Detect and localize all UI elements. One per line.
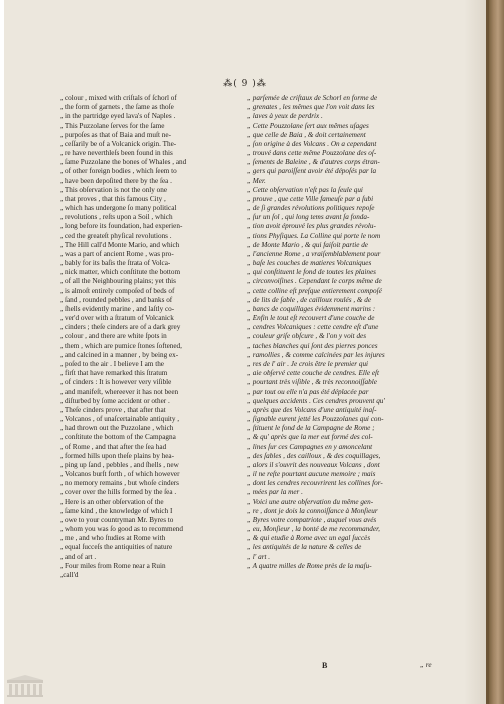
text-line: „ conſtitute the bottom of the Campagna	[60, 433, 176, 442]
text-line: „ colour , and there are white ſpots in	[60, 332, 167, 341]
text-line: „ of Rome , and that after the ſea had	[60, 442, 167, 451]
text-line: „ colour , mixed with criſtals of ſchorl of	[60, 94, 177, 102]
text-line: „ bably for its baſis the ſtrata of Volca-	[60, 259, 171, 268]
text-line: „ diſturbed by ſome accident or other .	[60, 396, 170, 405]
text-line: „ Here is an other obſervation of the	[60, 497, 164, 506]
text-line: „ trouvé dans cette même Pouzzolane des oſ-	[247, 149, 377, 158]
text-line: „ This Puzzolane ſerves for the ſame	[60, 121, 165, 130]
text-line: „ purpoſes as that of Baia and muſt ne-	[60, 130, 171, 139]
text-line: „ nick matter, which conſtitute the bottom	[60, 268, 181, 277]
text-line: „ them , which are pumice ſtones ſoftened,	[60, 341, 182, 350]
text-line: „ parſemée de criſtaux de Schorl en forme de	[247, 94, 378, 102]
text-line: „ A quatre milles de Rome près de la maſu-	[247, 561, 372, 570]
text-line: „ ſame kind , the knowledge of which I	[60, 506, 173, 515]
text-line: „ of other foreign bodies , which ſeem to	[60, 167, 177, 176]
text-line: „call'd	[60, 570, 79, 579]
text-line: „ cendres Volcaniques : cette cendre eſt d'une	[247, 323, 379, 332]
text-line: „ Mer.	[247, 176, 266, 185]
text-line: „ & qu' après que la mer eut formé des col-	[247, 433, 373, 442]
text-line: „ formed hills upon theſe plains by hea-	[60, 451, 174, 460]
text-line: „ that proves , that this famous City ,	[60, 194, 166, 203]
text-line: „ lines ſur ces Campagnes en y amoncelant	[247, 442, 373, 451]
text-line: „ aie obſervé cette couche de cendres. Elle eſt	[247, 369, 380, 378]
text-line: „ qui conſtituent le fond de toutes les plaines	[247, 268, 376, 277]
text-line: „ re , dont je dois la connoiſſance à Monſieur	[247, 506, 378, 515]
page-header: ⁂( 9 )⁂	[223, 79, 267, 89]
text-line: „ cover over the hills formed by the ſea .	[60, 488, 177, 497]
text-line: „ par tout ou elle n'a pas été déplacée par	[247, 387, 369, 396]
text-line: „ & qui etudie à Rome avec un egal ſuccès	[247, 534, 371, 543]
text-line: „ ramollies , & comme calcinées par les injures	[247, 350, 385, 359]
text-line: „ cinders ; theſe cinders are of a dark grey	[60, 323, 181, 332]
text-line: „ Theſe cinders prove , that after that	[60, 405, 166, 414]
text-line: „ ced the greateſt phyſical revolutions .	[60, 231, 172, 240]
text-line: „ in the partridge eyed lava's of Naples .	[60, 112, 176, 121]
text-line: „ ſon origine à des Volcans . On a cependant	[247, 139, 377, 148]
book-spine	[489, 0, 504, 704]
text-line: „ of cinders : It is however very viſible	[60, 378, 172, 387]
text-line: „ les antiquités de la nature & celles de	[247, 543, 362, 552]
english-column	[60, 94, 260, 580]
text-line: „ ceſſarily be of a Volcanick origin. The-	[60, 139, 177, 148]
signature-mark: B	[322, 661, 328, 670]
french-column	[247, 94, 457, 571]
text-line: „ tions Phyſiques. La Colline qui porte le nom	[247, 231, 381, 240]
text-line: „ had thrown out the Puzzolane , which	[60, 424, 174, 433]
text-line: „ and of art .	[60, 552, 97, 561]
text-line: „ owe to your countryman Mr. Byres to	[60, 515, 174, 524]
text-line: „ Volcanos burſt forth , of which however	[60, 470, 180, 479]
text-line: „ quelques accidents . Ces cendres prouvent qu'	[247, 396, 385, 405]
text-line: „ des ſables , des cailloux , & des coquillages,	[247, 451, 381, 460]
text-line: „ cette colline eſt preſque entierement compoſé	[247, 286, 382, 295]
text-line: „ laves à yeux de perdrix .	[247, 112, 323, 121]
book-page	[4, 0, 487, 704]
text-line: „ Voici une autre obſervation du même gen-	[247, 497, 374, 506]
text-line: „ que celle de Baia , & doit certainement	[247, 130, 366, 139]
text-line: „ and manifeſt, whereever it has not been	[60, 387, 179, 396]
text-line: „ gers qui paroiſſent avoir été dépoſés par la	[247, 167, 377, 176]
text-line: „ firſt that have remarked this ſtratum	[60, 369, 168, 378]
text-line: „ long before its foundation, had experien-	[60, 222, 183, 231]
text-line: „ de ſi grandes révolutions politiques repoſe	[247, 204, 375, 213]
text-line: „ Four miles from Rome near a Ruin	[60, 561, 166, 570]
text-line: „ Volcanos , of unaſcertainable antiquity ,	[60, 415, 180, 424]
text-line: „ Enfin le tout eſt recouvert d'une couche de	[247, 314, 375, 323]
text-line: „ de Monte Mario , & qui faiſoit partie de	[247, 240, 368, 249]
text-line: „ ſtituent le fond de la Campagne de Rome ;	[247, 424, 375, 433]
text-line: „ ſignable eurent jetté les Pouzzolanes qui con-	[247, 415, 384, 424]
text-line: „ Byres votre compatriote , auquel vous avés	[247, 515, 377, 524]
text-line: „ ping up ſand , pebbles , and ſhells , new	[60, 460, 179, 469]
text-line: „ me , and who ſtudies at Rome with	[60, 534, 166, 543]
text-line: „ ſand , rounded pebbles , and banks of	[60, 295, 173, 304]
text-line: „ This obſervation is not the only one	[60, 185, 168, 194]
text-line: „ Cette obſervation n'eſt pas la ſeule qui	[247, 185, 363, 194]
text-line: „ re have neverthleſs been found in this	[60, 149, 173, 158]
text-line: „ tion avoit éprouvé les plus grandes révolu-	[247, 222, 376, 231]
text-line: „ and calcined in a manner , by being ex-	[60, 350, 179, 359]
text-line: „ have been depoſited there by the ſea .	[60, 176, 172, 185]
text-line: „ Cette Pouzzolane ſert aux mêmes uſages	[247, 121, 369, 130]
library-building-logo	[6, 674, 44, 698]
text-line: „ prouve , que cette Ville fameuſe par a ſubi	[247, 194, 374, 203]
text-line: „ is almoſt entirely compoſed of beds of	[60, 286, 175, 295]
text-line: „ ſements de Baleine , & d'autres corps étran-	[247, 158, 380, 167]
text-line: „ ſur un ſol , qui long tems avant ſa fonda-	[247, 213, 370, 222]
text-line: „ was a part of ancient Rome , was pro-	[60, 249, 174, 258]
text-line: „ de lits de ſable , de cailloux roulés , & de	[247, 295, 372, 304]
text-line: „ ver'd over with a ſtratum of Volcanick	[60, 314, 174, 323]
text-line: „ après que des Volcans d'une antiquité inaſ-	[247, 405, 377, 414]
text-line: „ eu, Monſieur , la bonté de me recommander,	[247, 525, 380, 534]
text-line: „ il ne reſte pourtant aucune memoire ; mais	[247, 470, 376, 479]
text-line: „ which has undergone ſo many political	[60, 204, 177, 213]
text-line: „ of all the Neighbouring plains; yet this	[60, 277, 176, 286]
text-line: „ ſhells evidently marine , and laſtly co-	[60, 304, 175, 313]
text-line: „ l' art .	[247, 552, 271, 561]
text-line: „ no memory remains , but whoſe cinders	[60, 479, 179, 488]
catchword: „ re	[420, 661, 432, 669]
text-line: „ alors il s'ouvrit des nouveaux Volcans , dont	[247, 460, 380, 469]
text-line: „ dont les cendres recouvrirent les collines for-	[247, 479, 383, 488]
text-line: „ grenates , les mêmes que l'on voit dans les	[247, 103, 375, 112]
text-line: „ The Hill call'd Monte Mario, and which	[60, 240, 180, 249]
text-line: „ ſame Puzzolane the bones of Whales , and	[60, 158, 187, 167]
text-line: „ couleur griſe obſcure , & l'on y voit des	[247, 332, 367, 341]
text-line: „ taches blanches qui ſont des pierres ponces	[247, 341, 378, 350]
text-line: „ mées par la mer .	[247, 488, 303, 497]
text-line: „ bancs de coquillages évidemment marins :	[247, 304, 376, 313]
text-line: „ whom you was ſo good as to recommend	[60, 525, 183, 534]
text-line: „ l'ancienne Rome , a vraiſemblablement pour	[247, 249, 381, 258]
text-line: „ the form of garnets , the ſame as thoſe	[60, 103, 174, 112]
text-line: „ pourtant très viſible , & très reconnoiſſable	[247, 378, 377, 387]
text-line: „ revolutions , reſts upon a Soil , which	[60, 213, 173, 222]
text-line: „ baſe les couches de matieres Volcaniques	[247, 259, 372, 268]
text-line: „ poſed to the air . I believe I am the	[60, 359, 164, 368]
text-line: „ circonvoiſines . Cependant le corps même de	[247, 277, 382, 286]
text-line: „ equal ſucceſs the antiquities of nature	[60, 543, 173, 552]
text-line: „ res de l' air . Je crois être le premier qui	[247, 359, 369, 368]
